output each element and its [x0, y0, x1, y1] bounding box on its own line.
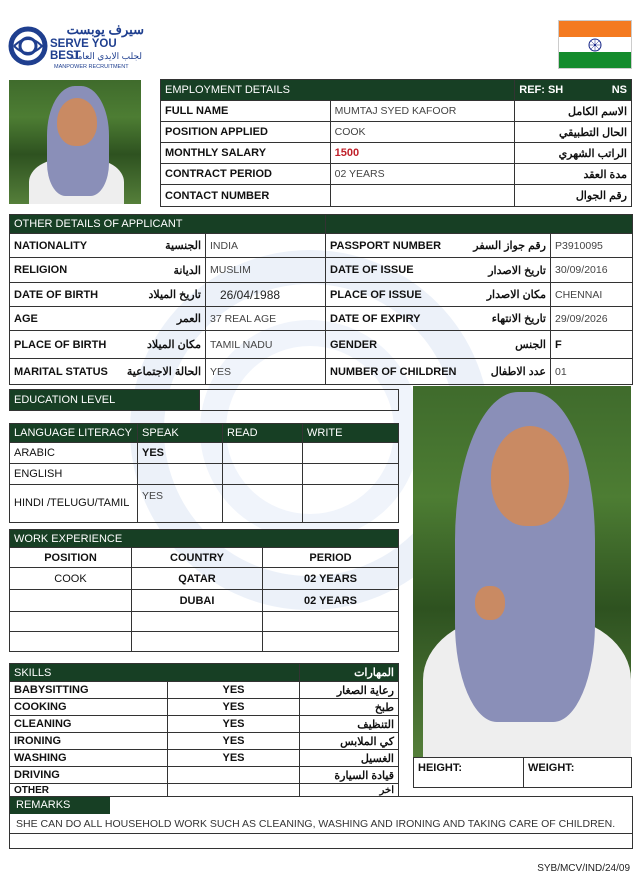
- contract-period-arabic: مدة العقد: [515, 164, 632, 185]
- passport-number-label: PASSPORT NUMBER: [326, 234, 461, 258]
- skill-value: YES: [168, 699, 300, 716]
- skill-value: [168, 767, 300, 784]
- contact-number-label: CONTACT NUMBER: [161, 185, 331, 207]
- speak-header: SPEAK: [138, 424, 223, 443]
- other-row: [10, 234, 633, 258]
- work-country: [132, 632, 263, 652]
- number-of-children-value: 01: [551, 359, 633, 385]
- work-position: [10, 612, 132, 632]
- gender-value: F: [551, 331, 633, 359]
- skill-name: BABYSITTING: [10, 682, 168, 699]
- skill-row: [10, 716, 399, 733]
- language-row: [10, 485, 399, 523]
- full-name-value: MUMTAJ SYED KAFOOR: [330, 101, 515, 122]
- language-read: [223, 464, 303, 485]
- education-level-table: [9, 389, 399, 411]
- skill-name: WASHING: [10, 750, 168, 767]
- language-name: ARABIC: [10, 443, 138, 464]
- skill-arabic: اخر: [300, 784, 399, 797]
- skill-row: [10, 733, 399, 750]
- logo-emblem-icon: [8, 26, 48, 66]
- age-arabic: العمر: [120, 307, 206, 331]
- date-of-issue-value: 30/09/2016: [551, 258, 633, 283]
- skill-value: YES: [168, 733, 300, 750]
- company-arabic-subtitle: لجلب الايدي العاملة: [69, 51, 142, 61]
- skill-value: [168, 784, 300, 797]
- work-row: [10, 590, 399, 612]
- work-row: [10, 612, 399, 632]
- company-name: SERVE YOU BEST: [50, 38, 117, 62]
- employment-details-title: EMPLOYMENT DETAILS: [161, 80, 515, 101]
- work-row: [10, 632, 399, 652]
- language-write: [303, 485, 399, 523]
- skill-arabic: كي الملابس: [300, 733, 399, 750]
- age-value: 37 REAL AGE: [206, 307, 326, 331]
- company-tagline: MANPOWER RECRUITMENT: [54, 64, 129, 70]
- work-country-header: COUNTRY: [132, 548, 263, 568]
- skill-name: IRONING: [10, 733, 168, 750]
- work-position: COOK: [10, 568, 132, 590]
- other-details-table: [9, 214, 633, 385]
- height-weight-table: [413, 757, 632, 788]
- employment-row-contract: [161, 164, 632, 185]
- contract-period-value: 02 YEARS: [330, 164, 515, 185]
- work-period: [263, 612, 399, 632]
- ref-label: REF: SH: [519, 84, 564, 96]
- work-experience-title: WORK EXPERIENCE: [10, 530, 399, 548]
- weight-label: WEIGHT:: [524, 758, 632, 788]
- age-label: AGE: [10, 307, 120, 331]
- position-applied-arabic: الحال التطبيقي: [515, 122, 632, 143]
- nationality-arabic: الجنسية: [120, 234, 206, 258]
- skill-row: [10, 767, 399, 784]
- language-row: [10, 443, 399, 464]
- work-country: [132, 612, 263, 632]
- language-header: LANGUAGE LITERACY: [10, 424, 138, 443]
- date-of-issue-label: DATE OF ISSUE: [326, 258, 461, 283]
- nationality-label: NATIONALITY: [10, 234, 120, 258]
- india-flag: [558, 20, 632, 69]
- applicant-photo-large: [413, 386, 631, 757]
- language-speak: YES: [138, 485, 223, 523]
- skill-name: DRIVING: [10, 767, 168, 784]
- place-of-issue-label: PLACE OF ISSUE: [326, 283, 461, 307]
- employment-row-salary: [161, 143, 632, 164]
- ref-cell: [515, 80, 632, 101]
- skill-arabic: رعاية الصغار: [300, 682, 399, 699]
- language-name: ENGLISH: [10, 464, 138, 485]
- employment-row-contact: [161, 185, 632, 207]
- date-of-birth-value: 26/04/1988: [206, 283, 326, 307]
- passport-number-value: P3910095: [551, 234, 633, 258]
- monthly-salary-value: 1500: [330, 143, 515, 164]
- position-applied-label: POSITION APPLIED: [161, 122, 331, 143]
- monthly-salary-label: MONTHLY SALARY: [161, 143, 331, 164]
- skill-arabic: الغسيل: [300, 750, 399, 767]
- write-header: WRITE: [303, 424, 399, 443]
- skill-name: CLEANING: [10, 716, 168, 733]
- remarks-text: SHE CAN DO ALL HOUSEHOLD WORK SUCH AS CLEANING, WASHING AND IRONING AND TAKING CARE OF CHILDREN.: [16, 818, 616, 830]
- gender-label: GENDER: [326, 331, 461, 359]
- company-arabic-name: سيرف يوبست: [66, 22, 144, 37]
- contact-number-value: [330, 185, 515, 207]
- skills-title: SKILLS: [10, 664, 300, 682]
- date-of-birth-arabic: تاريخ الميلاد: [120, 283, 206, 307]
- skills-title-arabic: المهارات: [300, 664, 399, 682]
- skill-row: [10, 682, 399, 699]
- religion-arabic: الديانة: [120, 258, 206, 283]
- footer-reference-code: SYB/MCV/IND/24/09: [537, 863, 630, 874]
- skill-row: [10, 699, 399, 716]
- language-read: [223, 485, 303, 523]
- other-details-title: OTHER DETAILS OF APPLICANT: [10, 215, 326, 234]
- date-of-issue-arabic: تاريخ الاصدار: [461, 258, 551, 283]
- work-period-header: PERIOD: [263, 548, 399, 568]
- employment-row-full-name: [161, 101, 632, 122]
- work-country: DUBAI: [132, 590, 263, 612]
- place-of-birth-arabic: مكان الميلاد: [120, 331, 206, 359]
- company-logo: [8, 22, 148, 74]
- education-level-value: [200, 390, 399, 411]
- ref-suffix: NS: [611, 84, 627, 96]
- employment-row-position: [161, 122, 632, 143]
- full-name-arabic: الاسم الكامل: [515, 101, 632, 122]
- place-of-issue-value: CHENNAI: [551, 283, 633, 307]
- place-of-issue-arabic: مكان الاصدار: [461, 283, 551, 307]
- other-row: [10, 307, 633, 331]
- other-row: [10, 283, 633, 307]
- marital-status-value: YES: [206, 359, 326, 385]
- language-write: [303, 443, 399, 464]
- work-period: 02 YEARS: [263, 568, 399, 590]
- employment-details-table: [160, 79, 632, 207]
- work-position-header: POSITION: [10, 548, 132, 568]
- marital-status-arabic: الحالة الاجتماعية: [120, 359, 206, 385]
- skill-value: YES: [168, 750, 300, 767]
- ashoka-chakra-icon: [588, 38, 602, 52]
- remarks-section: [9, 796, 633, 849]
- language-speak: YES: [138, 443, 223, 464]
- full-name-label: FULL NAME: [161, 101, 331, 122]
- skill-name: OTHER: [10, 784, 168, 797]
- other-row: [10, 331, 633, 359]
- skill-value: YES: [168, 716, 300, 733]
- monthly-salary-arabic: الراتب الشهري: [515, 143, 632, 164]
- other-row: [10, 258, 633, 283]
- skill-row: [10, 784, 399, 797]
- applicant-photo-small: [9, 80, 141, 204]
- work-position: [10, 632, 132, 652]
- work-position: [10, 590, 132, 612]
- contact-number-arabic: رقم الجوال: [515, 185, 632, 207]
- language-write: [303, 464, 399, 485]
- work-experience-table: [9, 529, 399, 652]
- work-row: [10, 568, 399, 590]
- language-read: [223, 443, 303, 464]
- place-of-birth-value: TAMIL NADU: [206, 331, 326, 359]
- language-name: HINDI /TELUGU/TAMIL: [10, 485, 138, 523]
- nationality-value: INDIA: [206, 234, 326, 258]
- skills-table: [9, 663, 399, 797]
- work-period: [263, 632, 399, 652]
- skill-arabic: التنظيف: [300, 716, 399, 733]
- education-level-title: EDUCATION LEVEL: [10, 390, 200, 411]
- read-header: READ: [223, 424, 303, 443]
- gender-arabic: الجنس: [461, 331, 551, 359]
- skill-arabic: قيادة السيارة: [300, 767, 399, 784]
- position-applied-value: COOK: [330, 122, 515, 143]
- religion-value: MUSLIM: [206, 258, 326, 283]
- work-period: 02 YEARS: [263, 590, 399, 612]
- number-of-children-arabic: عدد الاطفال: [461, 359, 551, 385]
- date-of-expiry-label: DATE OF EXPIRY: [326, 307, 461, 331]
- language-speak: [138, 464, 223, 485]
- skill-row: [10, 750, 399, 767]
- skill-arabic: طبخ: [300, 699, 399, 716]
- skill-value: YES: [168, 682, 300, 699]
- other-row: [10, 359, 633, 385]
- language-literacy-table: [9, 423, 399, 523]
- number-of-children-label: NUMBER OF CHILDREN: [326, 359, 461, 385]
- passport-number-arabic: رقم جواز السفر: [461, 234, 551, 258]
- contract-period-label: CONTRACT PERIOD: [161, 164, 331, 185]
- religion-label: RELIGION: [10, 258, 120, 283]
- language-row: [10, 464, 399, 485]
- marital-status-label: MARITAL STATUS: [10, 359, 120, 385]
- remarks-title: REMARKS: [10, 797, 110, 814]
- skill-name: COOKING: [10, 699, 168, 716]
- other-details-title-spacer: [326, 215, 633, 234]
- date-of-expiry-arabic: تاريخ الانتهاء: [461, 307, 551, 331]
- date-of-birth-label: DATE OF BIRTH: [10, 283, 120, 307]
- work-country: QATAR: [132, 568, 263, 590]
- date-of-expiry-value: 29/09/2026: [551, 307, 633, 331]
- height-label: HEIGHT:: [414, 758, 524, 788]
- place-of-birth-label: PLACE OF BIRTH: [10, 331, 120, 359]
